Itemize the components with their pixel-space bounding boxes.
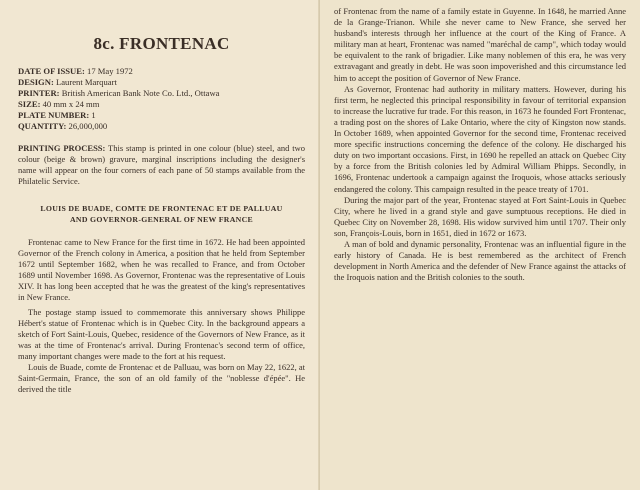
section-heading-line-1: LOUIS DE BUADE, COMTE DE FRONTENAC ET DE PALLUAU: [40, 203, 283, 213]
right-paragraph-4: A man of bold and dynamic personality, Frontenac was an influential figure in the early history of Canada. He is best remembered as the architect of French development in North America and the defender of New France against the attacks of the Iroquois nation and the British colonies to the south.: [334, 238, 626, 283]
right-paragraph-3: During the major part of the year, Frontenac stayed at Fort Saint-Louis in Quebec City, where he lived in a grand style and gave sumptuous receptions. He died in Quebec City on November 28, 1698. His widow survived him until 1707. Their only son, François-Louis, born in 1651, died in 1672 or 1673.: [334, 194, 626, 238]
stamp-title: 8c. FRONTENAC: [93, 34, 230, 53]
fact-value: 1: [91, 110, 96, 121]
printing-process-text: This stamp is printed in one colour (blue) steel, and two colour (beige & brown) gravure, marginal inscriptions including the designer's name will appear on the four corners of each pane of 50 stamps available from the Philatelic Service.: [18, 142, 305, 186]
fact-value: Laurent Marquart: [55, 77, 117, 88]
fact-date-of-issue: [18, 66, 305, 77]
printing-process: [18, 143, 305, 187]
left-paragraph-3: Louis de Buade, comte de Frontenac et de Palluau, was born on May 22, 1622, at Saint-Germain, France, the son of an old family of the "noblesse d'épée". He derived the title: [18, 361, 305, 395]
fact-label: QUANTITY:: [18, 121, 67, 132]
fact-label: PLATE NUMBER:: [18, 110, 90, 121]
fact-value: 40 mm x 24 mm: [42, 99, 100, 110]
fact-design: [18, 77, 305, 88]
printing-process-label: PRINTING PROCESS:: [18, 142, 106, 153]
fact-size: [18, 99, 305, 110]
section-heading-line-2: AND GOVERNOR-GENERAL OF NEW FRANCE: [69, 214, 254, 224]
fact-value: British American Bank Note Co. Ltd., Ottawa: [61, 88, 220, 99]
fact-label: DESIGN:: [18, 77, 54, 88]
fact-label: SIZE:: [18, 99, 41, 110]
fact-quantity: [18, 121, 305, 132]
issue-facts: [18, 66, 305, 133]
left-paragraph-1: Frontenac came to New France for the first time in 1672. He had been appointed Governor of the French colony in America, a position that he held from September 1672 until September 1682, when he was recalled to France, and from October 1689 until November 1698. As Governor, Frontenac was the representative of Louis XIV. It has long been accepted that he was the greatest of the king's representatives in New France.: [18, 236, 305, 303]
fact-label: PRINTER:: [18, 88, 60, 99]
fact-value: 26,000,000: [68, 121, 108, 132]
section-heading: [18, 203, 305, 225]
fact-printer: [18, 88, 305, 99]
right-paragraph-1: of Frontenac from the name of a family estate in Guyenne. In 1648, he married Anne de la Grange-Trianon. While she never came to New France, she served her husband's interests through her influence at the court of the King of France. A military man at heart, Frontenac was named "maréchal de camp", which today would be equivalent to the rank of brigadier. Like many noblemen of this era, he was very extravagant and greatly in debt. He was soon impoverished and this circumstance led him to accept the position of Governor of New France.: [334, 6, 626, 83]
left-paragraph-2: The postage stamp issued to commemorate this anniversary shows Philippe Hébert's statue of Frontenac which is in Quebec City. In the background appears a sketch of Fort Saint-Louis, Quebec, residence of the Governors of New France, as it was at the time of Frontenac's arrival. During Frontenac's second term of office, many important changes were made to the fort at his request.: [18, 306, 305, 361]
right-paragraph-2: As Governor, Frontenac had authority in military matters. However, during his first term, he neglected this principal responsibility in favour of territorial expansion to increase the lucrative fur trade. For this reason, in 1673 he founded Fort Frontenac, a trading post on the shores of Lake Ontario, where the city of Kingston now stands. In October 1689, when appointed Governor for the second time, Frontenac received more specific instructions concerning the defence of the colony. He discharged his duty on two important occasions. First, in 1690 he repelled an attack on Quebec City by a force from the British colonies led by Admiral William Phipps. Secondly, in 1696, Frontenac undertook a campaign against the Iroquois, whose attacks seriously endangered the colony. This campaign resulted in the peace treaty of 1701.: [334, 83, 626, 194]
fact-value: 17 May 1972: [87, 66, 133, 76]
fact-plate-number: [18, 110, 305, 121]
right-page: [320, 0, 640, 490]
fact-label: DATE OF ISSUE:: [18, 66, 85, 76]
